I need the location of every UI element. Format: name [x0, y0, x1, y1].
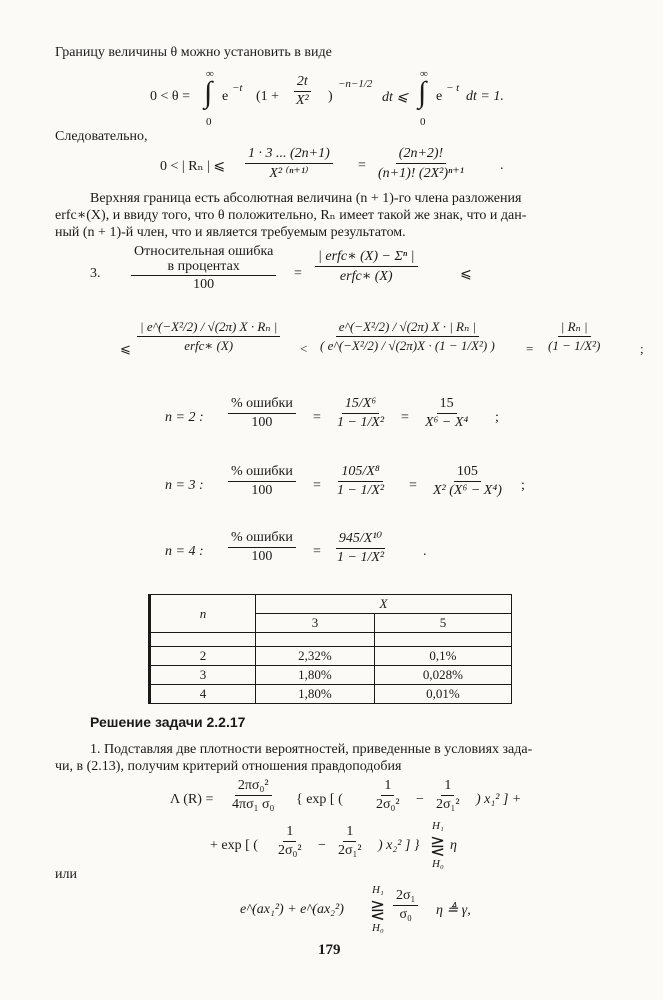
eq4-fraction-c: [545, 319, 603, 354]
eq1-lower-limit-2: 0: [420, 116, 426, 128]
eq4-end: ;: [640, 341, 644, 356]
n3-end: ;: [521, 478, 525, 493]
paragraph-intro: Границу величины θ можно установить в виде: [55, 45, 332, 60]
eq3-rel: ⩽: [460, 267, 472, 282]
eq6-f1n: 1: [283, 824, 296, 842]
paragraph-upper-bound-line2: erfc∗(X), и ввиду того, что θ положительно, Rₙ имеет такой же знак, что и дан-: [55, 208, 527, 223]
eq4-fraction-a: [137, 319, 280, 354]
n3-den-a: 100: [251, 483, 273, 498]
paragraph-upper-bound-line1: Верхняя граница есть абсолютная величина (n + 1)-го члена разложения: [90, 191, 522, 206]
table-cell-n: 2: [150, 647, 256, 666]
eq5-exp: { exp [ (: [296, 792, 343, 807]
table-row: [150, 647, 512, 666]
eq1-frac-num: 2t: [294, 74, 311, 92]
n3-eq2: =: [409, 478, 417, 493]
eq4-den-a: erfc∗ (X): [184, 338, 234, 353]
eq4-num-a: | e^(−X²/2) / √(2π) X · Rₙ |: [137, 319, 280, 337]
eq2-den1: X² ⁽ⁿ⁺¹⁾: [269, 166, 309, 181]
eq3-num-a: [131, 244, 276, 276]
eq6-f2n: 1: [343, 824, 356, 842]
eq1-lower-limit: 0: [206, 116, 212, 128]
eq4-den-c: (1 − 1/X²): [548, 338, 601, 353]
eq5-fraction-1: [373, 778, 403, 813]
eq2-fraction-1: [245, 146, 333, 182]
paragraph-solution-line1: 1. Подставляя две плотности вероятностей, приведенные в условиях зада-: [90, 742, 533, 757]
n3-num-a: % ошибки: [228, 464, 296, 482]
n2-num-a: % ошибки: [228, 396, 296, 414]
n4-den-b: 1 − 1/X²: [337, 550, 385, 565]
table-cell-n: 4: [150, 685, 256, 704]
eq6-f2d: 2σ₁²: [338, 843, 362, 858]
n3-eq1: =: [313, 478, 321, 493]
table-header-n: n: [150, 595, 256, 633]
paragraph-solution-line2: чи, в (2.13), получим критерий отношения правдоподобия: [55, 759, 402, 774]
eq1-fraction: [293, 74, 312, 109]
n3-num-c: 105: [454, 464, 481, 482]
n2-end: ;: [495, 410, 499, 425]
eq2-fraction-2: [375, 146, 467, 182]
eq3-equals: =: [294, 266, 302, 281]
n2-fraction-a: [228, 396, 296, 431]
eq5-f2d: 2σ₁²: [436, 797, 460, 812]
eq4-den-b: ( e^(−X²/2) / √(2π)X · (1 − 1/X²) ): [320, 338, 495, 353]
n3-fraction-b: [334, 464, 387, 499]
table-cell-x5: 0,028%: [374, 666, 511, 685]
eq2-end: .: [500, 158, 504, 173]
eq5-fraction-2: [433, 778, 463, 813]
n2-fraction-c: [422, 396, 471, 431]
table-cell-x5: 0,1%: [374, 647, 511, 666]
n3-fraction-c: [430, 464, 505, 499]
eq2-num1: 1 · 3 ... (2n+1): [245, 146, 333, 164]
n2-num-b: 15/X⁶: [342, 396, 379, 414]
eq4-num-c: | Rₙ |: [558, 319, 591, 337]
paragraph-upper-bound-line3: ный (n + 1)-й член, что и является требуемым результатом.: [55, 225, 406, 240]
eq6-lead: + exp [ (: [210, 838, 258, 853]
eq5-f1d: 2σ₀²: [376, 797, 400, 812]
eq5-lhs: Λ (R) =: [170, 792, 214, 807]
eq6-minus: −: [318, 838, 326, 853]
eq4-num-b: e^(−X²/2) / √(2π) X · | Rₙ |: [336, 319, 479, 337]
eq4-lead: ⩽: [120, 341, 131, 356]
table-row: [150, 666, 512, 685]
eq2-num2: (2n+2)!: [396, 146, 446, 164]
error-table: [148, 594, 512, 704]
eq1-exp-base-2: e: [436, 89, 443, 104]
n4-den-a: 100: [251, 549, 273, 564]
n2-den-b: 1 − 1/X²: [337, 415, 385, 430]
n3-den-c: X² (X⁶ − X⁴): [433, 483, 502, 498]
eq1-exp3: − t: [446, 82, 460, 94]
table-subheader-3: 3: [256, 614, 375, 633]
eq7-tail: η ≜ γ,: [436, 903, 471, 918]
eq3-den-b: erfc∗ (X): [339, 269, 393, 284]
n2-eq1: =: [313, 410, 321, 425]
table-cell-n: 3: [150, 666, 256, 685]
table-subheader-5: 5: [374, 614, 511, 633]
n4-num-a: % ошибки: [228, 530, 296, 548]
paragraph-or: или: [55, 867, 77, 882]
integral-sign-icon: ∫: [204, 76, 213, 109]
eq1-exp2: −n−1/2: [338, 78, 373, 90]
eq3-den-a: 100: [193, 277, 215, 292]
eq5-num: 2πσ₀²: [235, 778, 272, 796]
n3-fraction-a: [228, 464, 296, 499]
eq7-h0: H₀: [372, 922, 384, 934]
page-number: 179: [318, 942, 341, 958]
eq3-num-b: | erfc∗ (X) − Σⁿ |: [315, 248, 418, 267]
eq1-paren-right: ): [328, 89, 333, 104]
n2-label: n = 2 :: [165, 410, 204, 425]
n3-num-b: 105/X⁸: [338, 464, 382, 482]
eq1-tail: dt = 1.: [466, 89, 504, 104]
table-cell-x3: 1,80%: [256, 666, 375, 685]
n3-label: n = 3 :: [165, 478, 204, 493]
n4-label: n = 4 :: [165, 544, 204, 559]
n3-den-b: 1 − 1/X²: [337, 483, 385, 498]
eq6-h1: H₁: [432, 820, 444, 832]
eq1-dt: dt ⩽: [382, 90, 409, 105]
eq6-rel: ⋛: [430, 836, 446, 856]
eq1-exp1: −t: [232, 82, 243, 94]
eq2-den2: (n+1)! (2X²)ⁿ⁺¹: [378, 166, 465, 181]
n2-fraction-b: [334, 396, 387, 431]
n2-eq2: =: [401, 410, 409, 425]
n4-fraction-a: [228, 530, 296, 565]
n4-num-b: 945/X¹⁰: [336, 530, 385, 549]
eq7-den: σ₀: [399, 907, 412, 922]
paragraph-therefore: Следовательно,: [55, 129, 148, 144]
eq7-h1: H₁: [372, 884, 384, 896]
eq1-lhs: 0 < θ =: [150, 89, 190, 104]
eq5-fraction-main: [229, 778, 277, 813]
n2-den-c: X⁶ − X⁴: [425, 415, 469, 430]
table-header-x: X: [256, 595, 512, 614]
eq6-fraction-1: [275, 824, 305, 859]
eq7-fraction: [393, 888, 418, 923]
eq1-upper-limit: ∞: [206, 68, 214, 80]
eq5-minus: −: [416, 792, 424, 807]
eq7-lhs: e^(ax₁²) + e^(ax₂²): [240, 902, 344, 917]
eq1-frac-den: X²: [296, 93, 309, 108]
eq4-fraction-b: [317, 319, 498, 354]
table-cell-x3: 1,80%: [256, 685, 375, 704]
n2-den-a: 100: [251, 415, 273, 430]
eq5-tail: ) x₁² ] +: [476, 792, 522, 807]
eq5-f2n: 1: [441, 778, 454, 796]
eq4-equals: =: [526, 341, 534, 356]
section-heading: Решение задачи 2.2.17: [90, 714, 246, 730]
eq5-den: 4πσ₁ σ₀: [232, 797, 275, 812]
eq3-fraction-a: [131, 244, 276, 293]
table-cell-x5: 0,01%: [374, 685, 511, 704]
eq1-upper-limit-2: ∞: [420, 68, 428, 80]
eq3-num-a1: Относительная ошибка: [134, 244, 274, 259]
eq3-label: 3.: [90, 266, 101, 281]
n2-num-c: 15: [437, 396, 457, 414]
n4-fraction-b: [334, 530, 387, 566]
n4-end: .: [423, 544, 427, 559]
table-row: [150, 685, 512, 704]
eq6-eta: η: [450, 838, 457, 853]
eq6-f1d: 2σ₀²: [278, 843, 302, 858]
eq2-equals: =: [358, 158, 366, 173]
eq2-lhs: 0 < | Rₙ | ⩽: [160, 159, 226, 174]
eq1-paren-left: (1 +: [256, 89, 280, 104]
integral-sign-2-icon: ∫: [418, 76, 427, 109]
eq7-rel: ⋛: [370, 900, 386, 920]
eq7-num: 2σ₁: [393, 888, 418, 906]
eq3-fraction-b: [315, 248, 418, 285]
eq6-fraction-2: [335, 824, 365, 859]
eq5-f1n: 1: [381, 778, 394, 796]
eq3-num-a2: в процентах: [167, 259, 240, 274]
eq6-tail: ) x₂² ] }: [378, 838, 420, 853]
eq4-lt: <: [300, 341, 308, 356]
eq1-exp-base: e: [222, 89, 229, 104]
table-cell-x3: 2,32%: [256, 647, 375, 666]
n4-eq1: =: [313, 544, 321, 559]
eq6-h0: H₀: [432, 858, 444, 870]
